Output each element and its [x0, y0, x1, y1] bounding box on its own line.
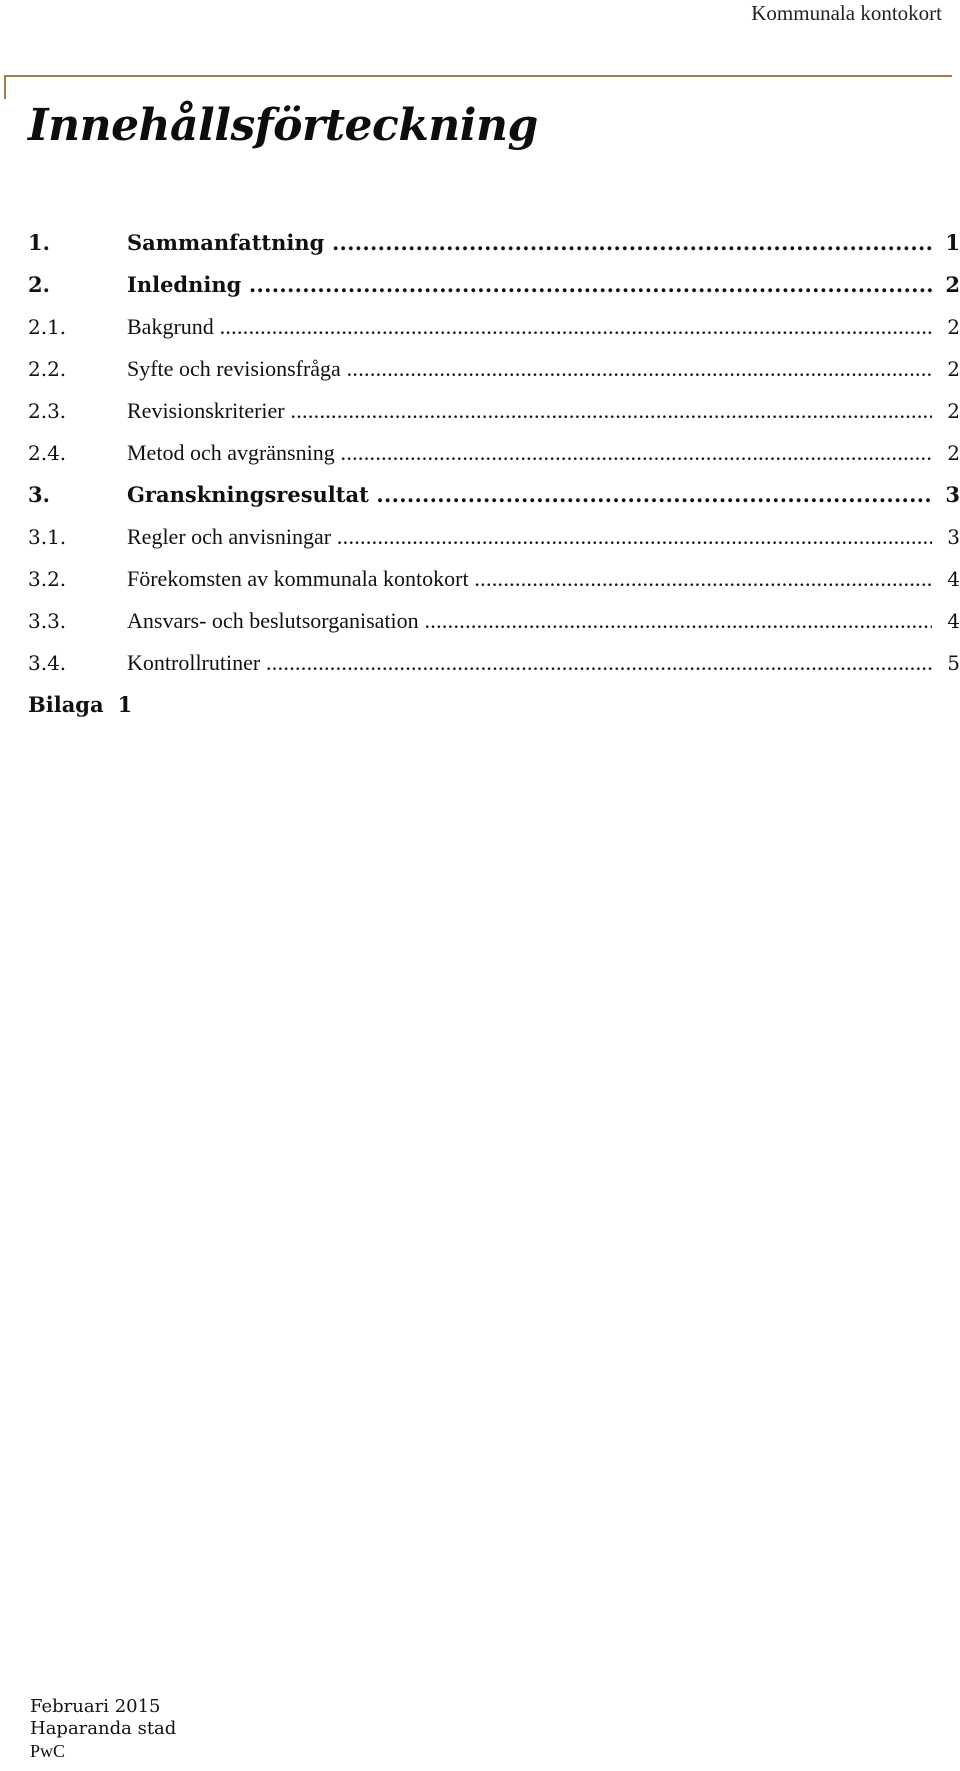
toc-entry[interactable] [28, 558, 960, 600]
toc-entry[interactable] [28, 306, 960, 348]
appendix-label: Bilaga [28, 692, 104, 717]
header-rule [4, 75, 952, 77]
toc-entry-number: 3. [28, 482, 50, 507]
toc-entry-title: Bakgrund ..... [127, 306, 939, 348]
toc-entry[interactable] [28, 390, 960, 432]
toc-entry[interactable] [28, 264, 960, 306]
toc-entry-page: 2 [932, 348, 960, 390]
footer-organisation: Haparanda stad [30, 1718, 177, 1739]
toc-entry-title: Sammanfattning ..... [127, 222, 939, 264]
toc-entry-title: Metod och avgränsning ..... [127, 432, 939, 474]
appendix-heading[interactable] [28, 684, 132, 726]
toc-entry[interactable] [28, 348, 960, 390]
footer-date: Februari 2015 [30, 1696, 161, 1717]
toc-entry-title: Regler och anvisningar ..... [127, 516, 939, 558]
toc-entry-page: 1 [932, 222, 960, 264]
toc-entry[interactable] [28, 432, 960, 474]
toc-entry[interactable] [28, 222, 960, 264]
toc-entry-page: 2 [932, 306, 960, 348]
toc-entry-number: 3.4. [28, 651, 67, 675]
running-header: Kommunala kontokort [751, 1, 942, 25]
toc-entry-page: 2 [932, 390, 960, 432]
toc-entry-number: 2.1. [28, 315, 67, 339]
toc-entry-page: 3 [932, 474, 960, 516]
footer-brand: PwC [30, 1741, 66, 1761]
toc-entry-page: 2 [932, 264, 960, 306]
toc-entry-number: 2.4. [28, 441, 67, 465]
toc-entry-title: Förekomsten av kommunala kontokort ..... [127, 558, 939, 600]
appendix-number: 1 [117, 692, 133, 717]
toc-entry-number: 2.3. [28, 399, 67, 423]
toc-entry-number: 2. [28, 272, 50, 297]
toc-entry-number: 1. [28, 230, 50, 255]
toc-entry-title: Ansvars- och beslutsorganisation ..... [127, 600, 939, 642]
toc-entry-page: 2 [932, 432, 960, 474]
table-of-contents [28, 222, 960, 684]
toc-entry-title: Granskningsresultat ..... [127, 474, 939, 516]
toc-entry-number: 3.3. [28, 609, 67, 633]
toc-entry-page: 4 [932, 600, 960, 642]
toc-entry-number: 3.1. [28, 525, 67, 549]
toc-entry[interactable] [28, 642, 960, 684]
footer [30, 1696, 176, 1762]
toc-entry-number: 3.2. [28, 567, 67, 591]
toc-entry-page: 4 [932, 558, 960, 600]
toc-entry-page: 3 [932, 516, 960, 558]
toc-entry-page: 5 [932, 642, 960, 684]
toc-entry-title: Inledning ..... [127, 264, 939, 306]
toc-entry[interactable] [28, 474, 960, 516]
toc-entry-title: Syfte och revisionsfråga ..... [127, 348, 939, 390]
toc-entry-title: Revisionskriterier ..... [127, 390, 939, 432]
header-rule-tick [4, 75, 6, 99]
toc-entry-title: Kontrollrutiner ..... [127, 642, 939, 684]
toc-entry[interactable] [28, 600, 960, 642]
toc-entry[interactable] [28, 516, 960, 558]
toc-entry-number: 2.2. [28, 357, 67, 381]
toc-title: Innehållsförteckning [28, 100, 538, 151]
